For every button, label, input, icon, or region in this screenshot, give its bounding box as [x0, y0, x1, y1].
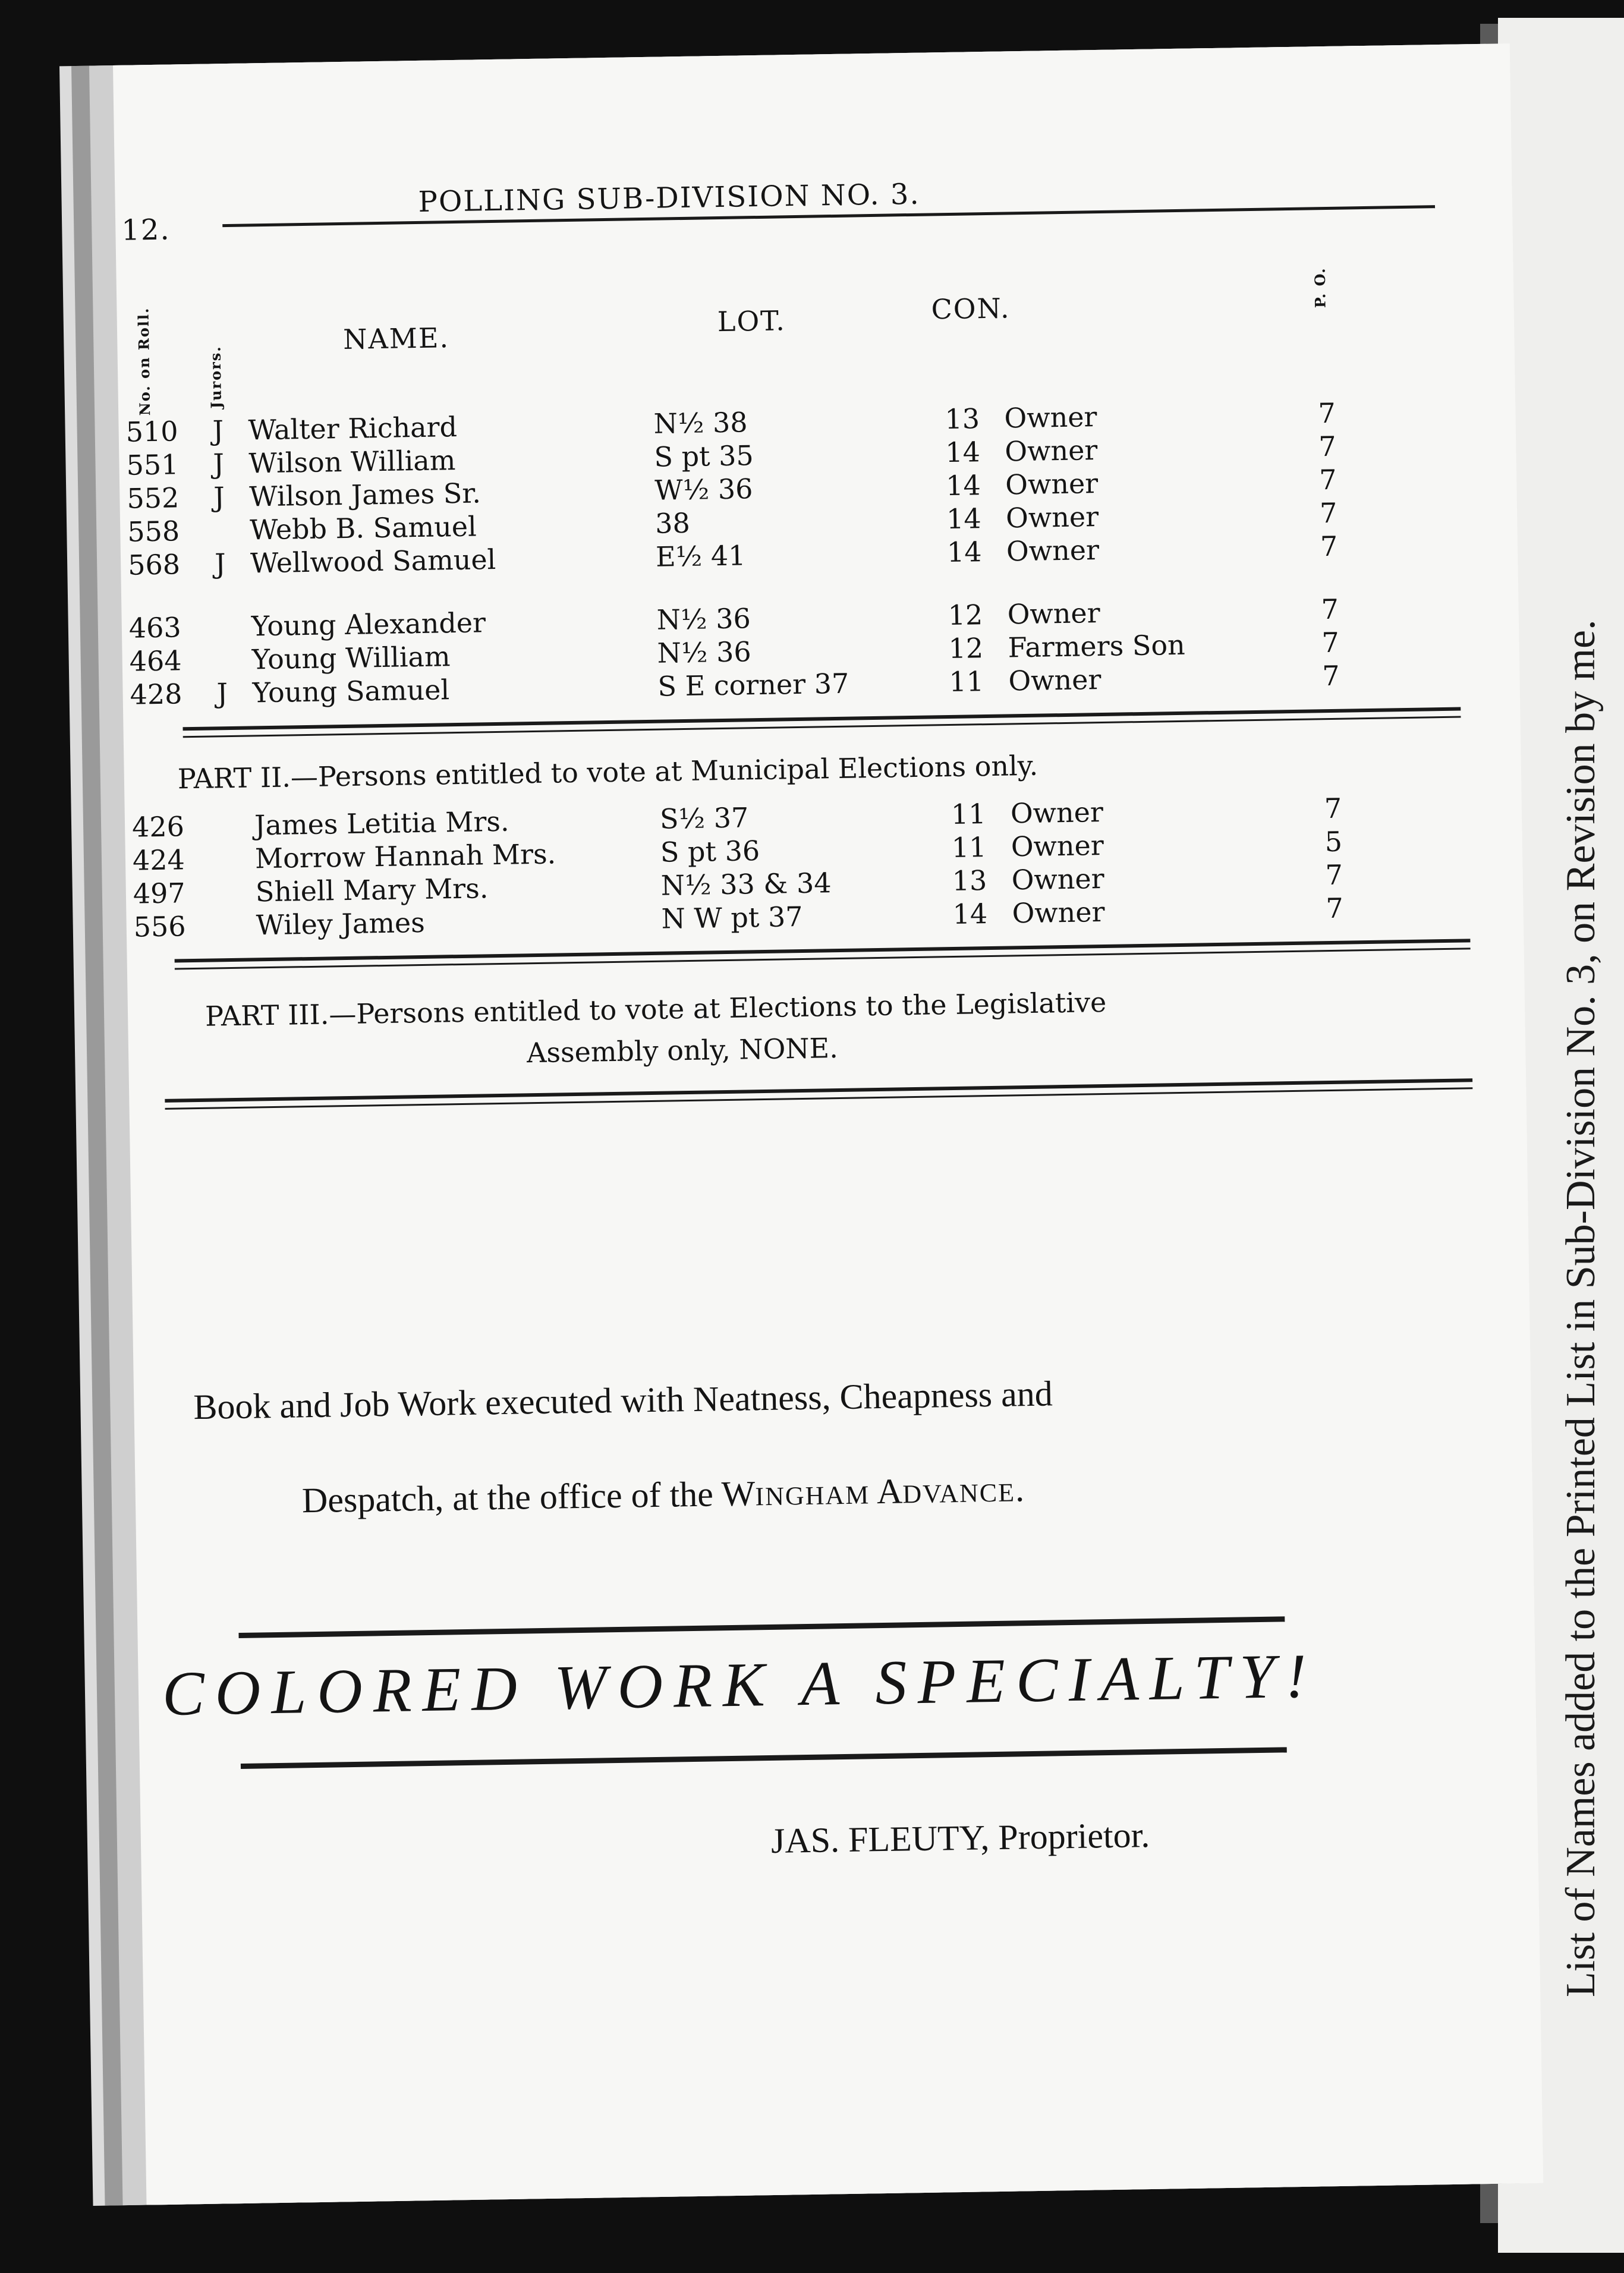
post-office: 7: [1318, 463, 1337, 496]
status: Owner: [1004, 434, 1098, 468]
roll-number: 552: [127, 481, 180, 515]
lot: S pt 35: [654, 439, 754, 473]
status: Owner: [1005, 467, 1099, 501]
post-office: 7: [1321, 593, 1339, 626]
juror-mark: J: [213, 481, 225, 514]
roll-number: 556: [133, 910, 186, 943]
post-office: 7: [1318, 430, 1337, 463]
lot: 38: [654, 506, 691, 540]
col-jurors: Jurors.: [206, 345, 225, 409]
specialty-banner: COLORED WORK A SPECIALTY!: [162, 1641, 1318, 1729]
voter-name: Shiell Mary Mrs.: [255, 872, 489, 908]
status: Owner: [1006, 534, 1100, 568]
voter-name: Walter Richard: [248, 410, 458, 446]
book-page: [113, 43, 1543, 2205]
roll-number: 551: [126, 448, 179, 481]
juror-mark: J: [212, 414, 224, 447]
voter-name: Wilson James Sr.: [248, 477, 481, 513]
status: Farmers Son: [1008, 628, 1186, 664]
post-office: 7: [1326, 892, 1344, 925]
voter-name: James Letitia Mrs.: [254, 805, 509, 842]
post-office: 7: [1324, 792, 1342, 825]
post-office: 7: [1321, 626, 1340, 659]
roll-number: 464: [129, 644, 182, 678]
advert-line1: Book and Job Work executed with Neatness, Cheapness and: [193, 1374, 1053, 1427]
col-con: CON.: [931, 292, 1011, 326]
voter-name: Morrow Hannah Mrs.: [254, 838, 556, 875]
voter-name: Wilson William: [248, 444, 456, 480]
juror-mark: J: [214, 547, 226, 580]
col-po: P. O.: [1311, 267, 1329, 308]
advert-rule: [238, 1616, 1285, 1638]
page-number: 12.: [121, 213, 171, 247]
voter-name: Wellwood Samuel: [250, 543, 496, 580]
post-office: 7: [1319, 496, 1337, 530]
concession: 14: [945, 436, 981, 469]
col-lot: LOT.: [717, 304, 786, 338]
concession: 14: [945, 469, 981, 502]
status: Owner: [1012, 895, 1105, 930]
lot: N½ 33 & 34: [660, 867, 832, 902]
lot: N W pt 37: [661, 900, 803, 935]
lot: S½ 37: [659, 801, 749, 835]
roll-number: 426: [131, 810, 185, 843]
advert-line2-text: Despatch, at the office of the: [301, 1474, 714, 1520]
newspaper-name: WINGHAM ADVANCE.: [721, 1469, 1025, 1514]
voter-name: Webb B. Samuel: [249, 510, 477, 546]
col-name: NAME.: [342, 322, 450, 355]
status: Owner: [1010, 795, 1104, 830]
concession: 14: [946, 502, 982, 536]
juror-mark: J: [213, 448, 225, 480]
part3-line1: PART III.—Persons entitled to vote at Elections to the Legislative: [204, 986, 1107, 1032]
roll-number: 463: [128, 611, 182, 644]
roll-number: 424: [132, 843, 185, 877]
concession: 11: [949, 665, 984, 698]
concession: 13: [945, 402, 980, 436]
post-office: 5: [1324, 825, 1343, 858]
concession: 14: [952, 898, 988, 930]
status: Owner: [1008, 663, 1101, 697]
concession: 14: [946, 536, 983, 569]
lot: N½ 36: [656, 602, 751, 636]
status: Owner: [1007, 597, 1101, 631]
roll-number: 558: [127, 515, 180, 548]
proprietor: JAS. FLEUTY, Proprietor.: [770, 1815, 1150, 1860]
juror-mark: J: [216, 677, 228, 710]
advert-line2: [301, 1469, 1024, 1521]
part2-heading: PART II.—Persons entitled to vote at Municipal Elections only.: [177, 749, 1038, 795]
status: Owner: [1004, 401, 1097, 435]
status: Owner: [1005, 500, 1099, 534]
voter-name: Young Alexander: [251, 606, 486, 643]
concession: 11: [951, 798, 986, 831]
voter-name: Young Samuel: [252, 673, 450, 709]
voter-name: Young William: [251, 640, 451, 676]
concession: 12: [948, 599, 983, 632]
page-title: POLLING SUB-DIVISION NO. 3.: [418, 177, 921, 219]
facing-page-note: List of Names added to the Printed List in Sub-Division No. 3, on Revision by me.: [1558, 619, 1604, 1997]
post-office: 7: [1321, 659, 1340, 692]
roll-number: 428: [130, 678, 182, 711]
lot: N½ 38: [653, 406, 748, 440]
part3-line2: Assembly only, NONE.: [526, 1032, 839, 1069]
roll-number: 510: [125, 415, 178, 448]
status: Owner: [1011, 862, 1105, 896]
post-office: 7: [1320, 530, 1338, 563]
concession: 11: [951, 831, 987, 864]
lot: W½ 36: [654, 473, 753, 506]
lot: E½ 41: [655, 539, 746, 573]
post-office: 7: [1325, 858, 1343, 892]
col-no-on-roll: No. on Roll.: [134, 307, 154, 416]
roll-number: 497: [133, 877, 186, 910]
roll-number: 568: [127, 548, 181, 581]
concession: 13: [952, 864, 987, 897]
lot: S E corner 37: [657, 667, 849, 703]
voter-name: Wiley James: [256, 906, 426, 942]
lot: N½ 36: [657, 635, 752, 669]
concession: 12: [948, 632, 984, 665]
advert-rule: [241, 1747, 1287, 1769]
post-office: 7: [1318, 396, 1336, 430]
status: Owner: [1011, 829, 1104, 863]
lot: S pt 36: [660, 835, 760, 868]
